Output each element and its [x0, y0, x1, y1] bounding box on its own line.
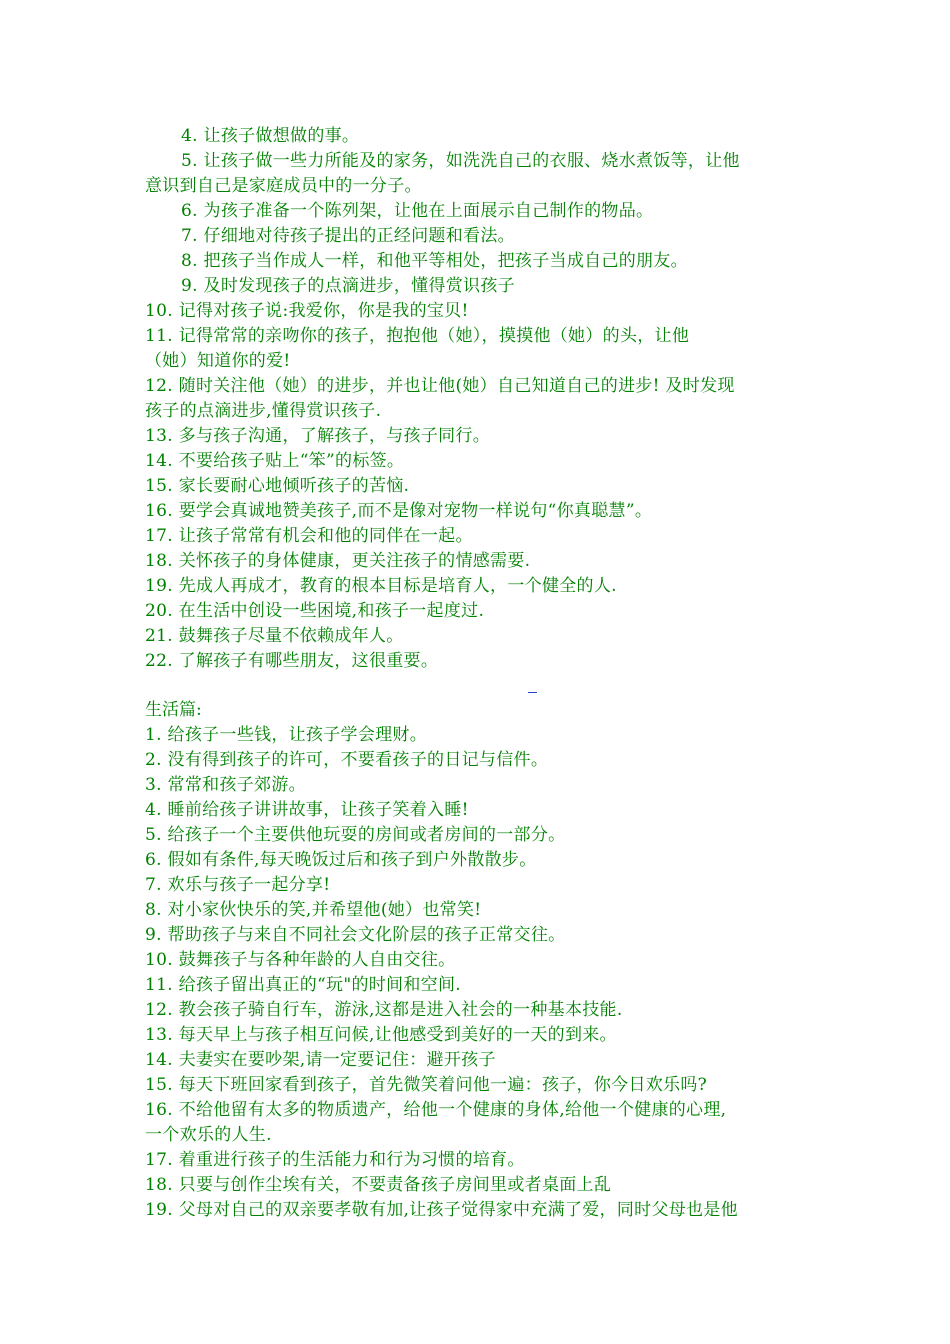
list-item: 4. 让孩子做想做的事。 — [181, 126, 360, 146]
list-item: 21. 鼓舞孩子尽量不依赖成年人。 — [145, 626, 404, 646]
list-item: 4. 睡前给孩子讲讲故事，让孩子笑着入睡! — [145, 800, 469, 820]
section-spacer — [145, 674, 810, 698]
section-title: 生活篇: — [145, 700, 202, 720]
list-item: 15. 每天下班回家看到孩子，首先微笑着问他一遍：孩子，你今日欢乐吗? — [145, 1075, 708, 1095]
list-item: 6. 为孩子准备一个陈列架，让他在上面展示自己制作的物品。 — [181, 201, 654, 221]
list-item: 18. 只要与创作尘埃有关，不要责备孩子房间里或者桌面上乱 — [145, 1175, 612, 1195]
list-item: 5. 给孩子一个主要供他玩耍的房间或者房间的一部分。 — [145, 825, 566, 845]
list-item: 22. 了解孩子有哪些朋友，这很重要。 — [145, 651, 439, 671]
list-item: 14. 夫妻实在要吵架,请一定要记住：避开孩子 — [145, 1050, 496, 1070]
list-item: 11. 给孩子留出真正的“玩"的时间和空间. — [145, 975, 461, 995]
list-item: 12. 随时关注他（她）的进步，并也让他(她）自己知道自己的进步! 及时发现 — [145, 376, 735, 396]
list-item: 11. 记得常常的亲吻你的孩子，抱抱他（她），摸摸他（她）的头，让他 — [145, 326, 690, 346]
list-item: 6. 假如有条件,每天晚饭过后和孩子到户外散散步。 — [145, 850, 537, 870]
list-item: 2. 没有得到孩子的许可，不要看孩子的日记与信件。 — [145, 750, 549, 770]
list-item: 17. 着重进行孩子的生活能力和行为习惯的培育。 — [145, 1150, 525, 1170]
list-item: 7. 仔细地对待孩子提出的正经问题和看法。 — [181, 226, 515, 246]
list-item-continuation: 孩子的点滴进步,懂得赏识孩子. — [145, 401, 382, 421]
list-item: 1. 给孩子一些钱，让孩子学会理财。 — [145, 725, 428, 745]
list-item: 5. 让孩子做一些力所能及的家务，如洗洗自己的衣服、烧水煮饭等，让他 — [181, 151, 740, 171]
list-item: 8. 对小家伙快乐的笑,并希望他(她）也常笑! — [145, 900, 482, 920]
list-item: 9. 帮助孩子与来自不同社会文化阶层的孩子正常交往。 — [145, 925, 566, 945]
list-item: 8. 把孩子当作成人一样，和他平等相处，把孩子当成自己的朋友。 — [181, 251, 688, 271]
list-item-continuation: （她）知道你的爱! — [145, 351, 291, 371]
list-item: 16. 不给他留有太多的物质遗产，给他一个健康的身体,给他一个健康的心理, — [145, 1100, 727, 1120]
list-item: 13. 每天早上与孩子相互问候,让他感受到美好的一天的到来。 — [145, 1025, 617, 1045]
list-item: 14. 不要给孩子贴上“笨”的标签。 — [145, 451, 405, 471]
list-item: 3. 常常和孩子郊游。 — [145, 775, 306, 795]
list-item: 10. 记得对孩子说:我爱你，你是我的宝贝! — [145, 301, 469, 321]
list-item-continuation: 意识到自己是家庭成员中的一分子。 — [145, 176, 422, 196]
list-item: 17. 让孩子常常有机会和他的同伴在一起。 — [145, 526, 473, 546]
separator-mark — [528, 692, 537, 693]
list-item: 15. 家长要耐心地倾听孩子的苦恼. — [145, 476, 410, 496]
list-item: 19. 父母对自己的双亲要孝敬有加,让孩子觉得家中充满了爱，同时父母也是他 — [145, 1200, 738, 1220]
list-item: 19. 先成人再成才，教育的根本目标是培育人，一个健全的人. — [145, 576, 617, 596]
list-item: 13. 多与孩子沟通，了解孩子，与孩子同行。 — [145, 426, 491, 446]
list-item: 12. 教会孩子骑自行车，游泳,这都是进入社会的一种基本技能. — [145, 1000, 623, 1020]
list-item: 10. 鼓舞孩子与各种年龄的人自由交往。 — [145, 950, 456, 970]
list-item: 16. 要学会真诚地赞美孩子,而不是像对宠物一样说句“你真聪慧”。 — [145, 501, 653, 521]
list-item: 20. 在生活中创设一些困境,和孩子一起度过. — [145, 601, 485, 621]
document-body — [145, 124, 810, 1223]
list-item: 7. 欢乐与孩子一起分享! — [145, 875, 331, 895]
list-item-continuation: 一个欢乐的人生. — [145, 1125, 272, 1145]
list-item: 9. 及时发现孩子的点滴进步，懂得赏识孩子 — [181, 276, 515, 296]
list-item: 18. 关怀孩子的身体健康，更关注孩子的情感需要. — [145, 551, 531, 571]
